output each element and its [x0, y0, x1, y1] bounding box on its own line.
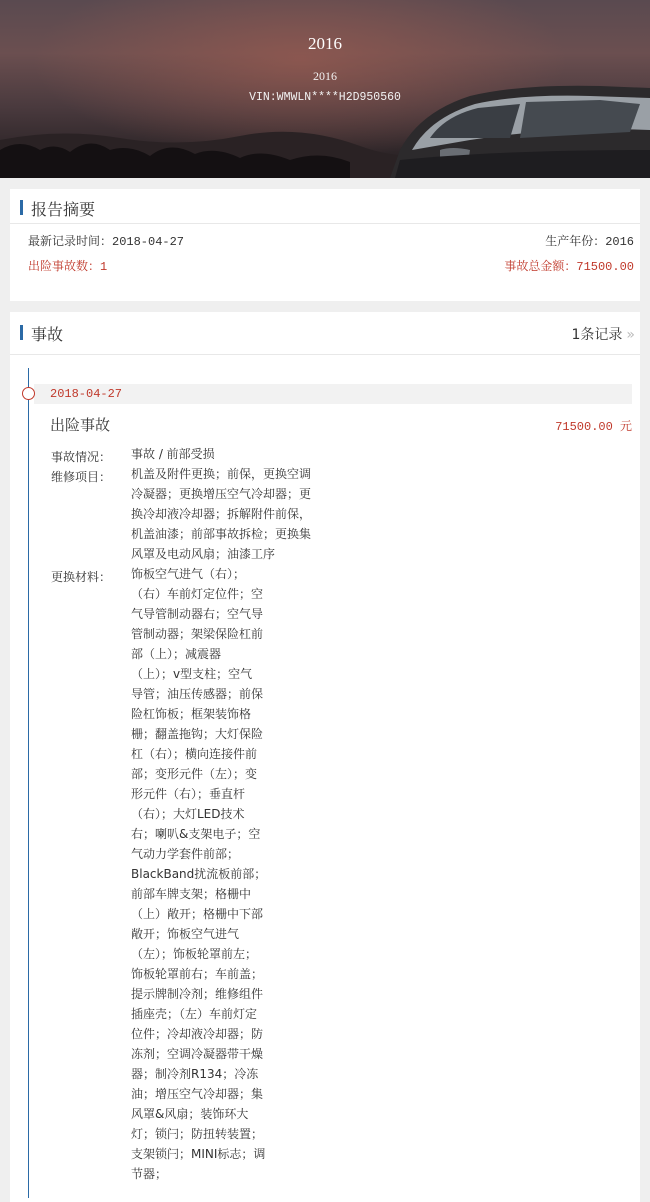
- situation-label: 事故情况：: [51, 450, 112, 464]
- section-accent-bar: [20, 325, 23, 340]
- event-amount: 71500.00 元: [555, 420, 632, 434]
- part-item-line: 杠（右）；横向连接件前: [131, 747, 258, 761]
- situation-text: 事故 / 前部受损: [131, 447, 215, 461]
- part-item-line: 栅；翻盖拖钩；大灯保险: [131, 727, 264, 741]
- part-item-line: 险杠饰板；框架装饰格: [131, 707, 252, 721]
- part-item-line: 位件；冷却液冷却器；防: [131, 1027, 264, 1041]
- event-title: 出险事故: [50, 416, 111, 434]
- part-item-line: 提示牌制冷剂；维修组件: [131, 987, 264, 1001]
- accident-card: [10, 312, 640, 1202]
- accident-total-amount: 事故总金额：71500.00: [504, 260, 634, 274]
- repair-item-line: 风罩及电动风扇；油漆工序: [131, 547, 276, 561]
- part-item-line: 形元件（右）；垂直杆: [131, 787, 246, 801]
- part-item-line: 右；喇叭&支架电子；空: [131, 827, 261, 841]
- record-count-link[interactable]: [572, 324, 633, 344]
- part-item-line: 管制动器；架梁保险杠前: [131, 627, 264, 641]
- header-banner: [0, 0, 650, 178]
- section-accent-bar: [20, 200, 23, 215]
- car-background-image: [0, 0, 650, 178]
- part-item-line: 饰板空气进气（右）；: [131, 567, 246, 581]
- situation-value: [131, 444, 215, 464]
- part-item-line: 气动力学套件前部；: [131, 847, 240, 861]
- part-item-line: 导管；油压传感器；前保: [131, 687, 264, 701]
- accident-header[interactable]: [10, 312, 640, 355]
- header-title: 2016: [308, 34, 342, 53]
- repair-items: [131, 464, 311, 564]
- summary-title: 报告摘要: [31, 200, 96, 219]
- repair-item-line: 机盖及附件更换；前保，更换空调: [131, 467, 312, 481]
- event-date: 2018-04-27: [50, 387, 123, 401]
- last-record-time: 最新记录时间：2018-04-27: [28, 235, 185, 249]
- part-item-line: （右）车前灯定位件；空: [131, 587, 264, 601]
- part-item-line: 气导管制动器右；空气导: [131, 607, 264, 621]
- part-item-line: （左）；饰板轮罩前左；: [131, 947, 258, 961]
- part-item-line: 器；制冷剂R134；冷冻: [131, 1067, 259, 1081]
- summary-header: [10, 189, 640, 224]
- accident-count: 出险事故数：1: [28, 260, 108, 274]
- production-year: 生产年份：2016: [545, 235, 634, 249]
- timeline-line: [28, 368, 29, 1198]
- part-item-line: 敞开；饰板空气进气: [131, 927, 240, 941]
- repair-item-line: 机盖油漆；前部事故拆检；更换集: [131, 527, 312, 541]
- part-item-line: 饰板轮罩前右；车前盖；: [131, 967, 264, 981]
- accident-title: 事故: [31, 325, 64, 344]
- repair-item-line: 换冷却液冷却器；拆解附件前保，: [131, 507, 312, 521]
- part-item-line: （右）；大灯LED技术: [131, 807, 245, 821]
- header-year: 2016: [313, 69, 337, 83]
- record-count: 1条记录: [571, 327, 623, 343]
- chevron-right-icon: »: [626, 327, 632, 343]
- summary-card: [10, 189, 640, 301]
- part-item-line: （上）；v型支柱；空气: [131, 667, 253, 681]
- part-item-line: 冻剂；空调冷凝器带干燥: [131, 1047, 264, 1061]
- event-date-band: [34, 384, 632, 404]
- timeline-dot-icon: [22, 387, 35, 400]
- part-item-line: 风罩&风扇；装饰环大: [131, 1107, 249, 1121]
- part-item-line: 支架锁闩；MINI标志；调: [131, 1147, 266, 1161]
- part-item-line: BlackBand扰流板前部；: [131, 867, 267, 881]
- part-item-line: 节器；: [131, 1167, 168, 1181]
- repair-item-line: 冷凝器；更换增压空气冷却器；更: [131, 487, 312, 501]
- part-item-line: （上）敞开；格栅中下部: [131, 907, 264, 921]
- vin-number: VIN:WMWLN****H2D950560: [249, 91, 401, 104]
- part-item-line: 插座壳；（左）车前灯定: [131, 1007, 258, 1021]
- part-item-line: 油；增压空气冷却器；集: [131, 1087, 264, 1101]
- repair-label: 维修项目：: [51, 470, 112, 484]
- part-item-line: 前部车牌支架；格栅中: [131, 887, 252, 901]
- part-item-line: 部（上）；减震器: [131, 647, 222, 661]
- part-item-line: 部；变形元件（左）；变: [131, 767, 258, 781]
- parts-label: 更换材料：: [51, 570, 112, 584]
- replaced-parts: [131, 564, 266, 1184]
- part-item-line: 灯；锁闩；防扭转装置；: [131, 1127, 264, 1141]
